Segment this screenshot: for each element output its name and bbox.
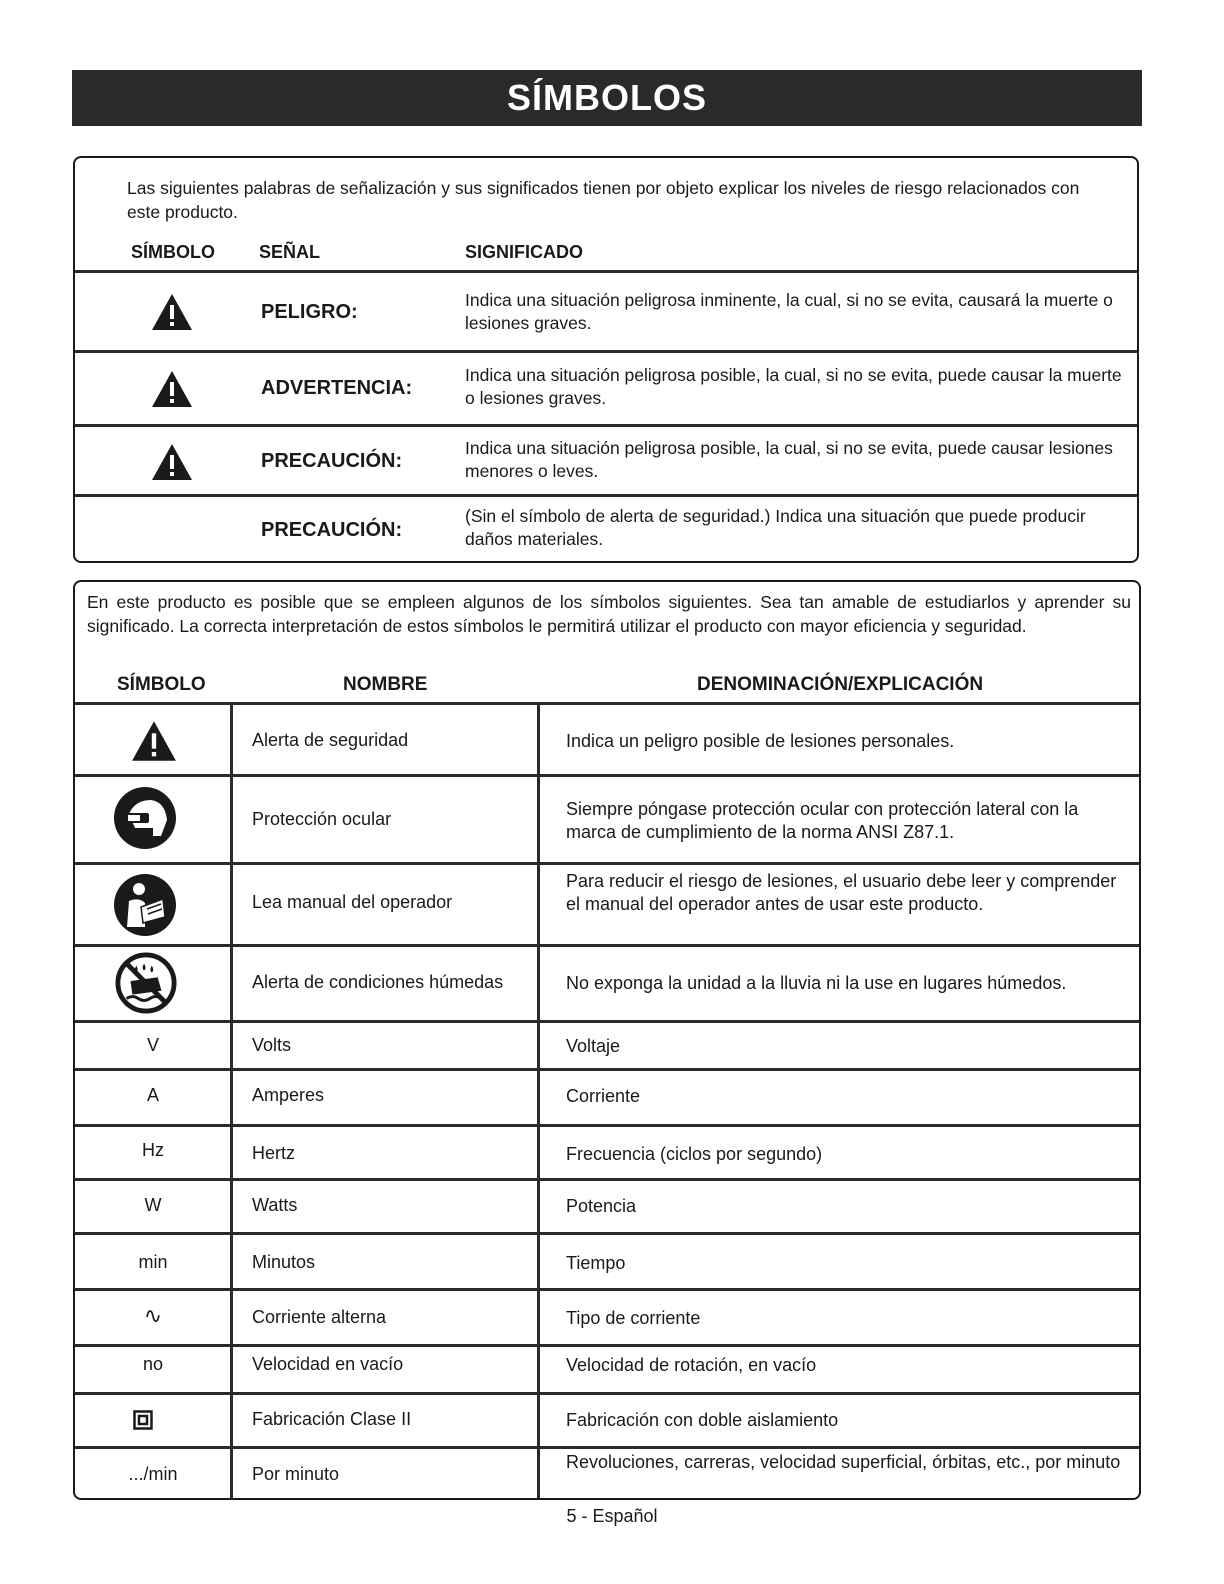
table-row bbox=[75, 774, 1139, 862]
warning-triangle-icon bbox=[151, 292, 193, 332]
symbol-text: .../min bbox=[128, 1464, 178, 1484]
symbol-name: Corriente alterna bbox=[252, 1307, 387, 1327]
header-symbol: SÍMBOLO bbox=[131, 242, 215, 262]
symbol-explanation: Siempre póngase protección ocular con protección lateral con la marca de cumplimiento de la norma ANSI Z87.1. bbox=[566, 799, 1079, 842]
symbol-explanation: No exponga la unidad a la lluvia ni la use en lugares húmedos. bbox=[566, 973, 1067, 993]
header-signal: SEÑAL bbox=[259, 242, 321, 262]
table-row bbox=[75, 1288, 1139, 1344]
symbol-name: Minutos bbox=[252, 1252, 316, 1272]
warning-triangle-icon bbox=[151, 369, 193, 409]
symbol-explanation: Velocidad de rotación, en vacío bbox=[566, 1355, 817, 1375]
header-name: NOMBRE bbox=[343, 674, 428, 695]
table-row bbox=[75, 1344, 1139, 1392]
symbol-explanation: Voltaje bbox=[566, 1036, 621, 1056]
header-symbol: SÍMBOLO bbox=[117, 674, 206, 695]
symbol-text: Hz bbox=[142, 1140, 164, 1160]
warning-triangle-icon bbox=[131, 719, 177, 763]
symbol-explanation: Revoluciones, carreras, velocidad superficial, órbitas, etc., por minuto bbox=[566, 1452, 1121, 1472]
symbols-intro: En este producto es posible que se empleen algunos de los símbolos siguientes. Sea tan amable de estudiarlos y aprender su significado. La correcta interpretación de estos símbolos le permitirá utilizar el producto con mayor eficiencia y seguridad. bbox=[87, 592, 1131, 636]
page-title: SÍMBOLOS bbox=[72, 70, 1142, 126]
read-manual-icon bbox=[113, 873, 177, 937]
symbol-text: W bbox=[144, 1195, 162, 1215]
symbol-name: Alerta de condiciones húmedas bbox=[252, 972, 504, 992]
signal-word: PRECAUCIÓN: bbox=[261, 450, 403, 472]
table-row bbox=[75, 1020, 1139, 1068]
table-row bbox=[75, 702, 1139, 774]
signal-row bbox=[75, 353, 1137, 424]
signal-word: PRECAUCIÓN: bbox=[261, 519, 403, 541]
signal-meaning: Indica una situación peligrosa posible, la cual, si no se evita, puede causar lesiones menores o leves. bbox=[465, 438, 1113, 481]
table-row bbox=[75, 1178, 1139, 1232]
symbol-explanation: Potencia bbox=[566, 1196, 637, 1216]
symbol-name: Volts bbox=[252, 1035, 292, 1055]
table-row bbox=[75, 1232, 1139, 1288]
symbol-explanation: Para reducir el riesgo de lesiones, el usuario debe leer y comprender el manual del operador antes de usar este producto. bbox=[566, 871, 1117, 914]
table-row bbox=[75, 1124, 1139, 1178]
warning-triangle-icon bbox=[151, 442, 193, 482]
wet-conditions-icon bbox=[115, 952, 177, 1014]
eye-protection-icon bbox=[113, 786, 177, 850]
symbol-text: V bbox=[146, 1035, 159, 1055]
signal-row bbox=[75, 427, 1137, 494]
signal-word: PELIGRO: bbox=[261, 301, 358, 323]
signal-meaning: (Sin el símbolo de alerta de seguridad.) Indica una situación que puede producir daños materiales. bbox=[465, 506, 1086, 549]
signal-meaning: Indica una situación peligrosa posible, la cual, si no se evita, puede causar la muerte o lesiones graves. bbox=[465, 365, 1122, 408]
symbol-explanation: Fabricación con doble aislamiento bbox=[566, 1410, 839, 1430]
symbol-explanation: Tiempo bbox=[566, 1253, 626, 1273]
signal-row bbox=[75, 497, 1137, 563]
symbol-name: Amperes bbox=[252, 1085, 325, 1105]
symbol-name: Velocidad en vacío bbox=[252, 1354, 404, 1374]
signal-row bbox=[75, 273, 1137, 350]
table-row bbox=[75, 1446, 1139, 1500]
table-row bbox=[75, 1392, 1139, 1446]
symbol-name: Watts bbox=[252, 1195, 298, 1215]
symbol-explanation: Tipo de corriente bbox=[566, 1308, 701, 1328]
class-ii-icon bbox=[133, 1410, 153, 1430]
symbol-explanation: Corriente bbox=[566, 1086, 641, 1106]
signal-words-panel bbox=[73, 156, 1139, 563]
symbol-name: Fabricación Clase II bbox=[252, 1409, 412, 1429]
symbol-name: Por minuto bbox=[252, 1464, 340, 1484]
table-row bbox=[75, 944, 1139, 1020]
symbol-name: Protección ocular bbox=[252, 809, 392, 829]
header-explanation: DENOMINACIÓN/EXPLICACIÓN bbox=[697, 674, 984, 695]
page-footer: 5 - Español bbox=[566, 1506, 658, 1526]
symbol-explanation: Frecuencia (ciclos por segundo) bbox=[566, 1144, 823, 1164]
symbol-name: Alerta de seguridad bbox=[252, 730, 409, 750]
symbol-name: Hertz bbox=[252, 1143, 296, 1163]
signal-word: ADVERTENCIA: bbox=[261, 377, 413, 399]
alternating-current-icon: ∿ bbox=[143, 1303, 163, 1328]
symbols-panel bbox=[73, 580, 1141, 1500]
symbol-name: Lea manual del operador bbox=[252, 892, 453, 912]
table-row bbox=[75, 1068, 1139, 1124]
signal-meaning: Indica una situación peligrosa inminente, la cual, si no se evita, causará la muerte o lesiones graves. bbox=[465, 290, 1113, 333]
symbol-text: A bbox=[146, 1085, 159, 1105]
table-row bbox=[75, 862, 1139, 944]
symbol-text: min bbox=[138, 1252, 168, 1272]
symbol-text: no bbox=[142, 1354, 164, 1374]
header-meaning: SIGNIFICADO bbox=[465, 242, 584, 262]
signal-words-intro: Las siguientes palabras de señalización y sus significados tienen por objeto explicar los niveles de riesgo relacionados con este producto. bbox=[127, 178, 1080, 222]
symbol-explanation: Indica un peligro posible de lesiones personales. bbox=[566, 731, 955, 751]
